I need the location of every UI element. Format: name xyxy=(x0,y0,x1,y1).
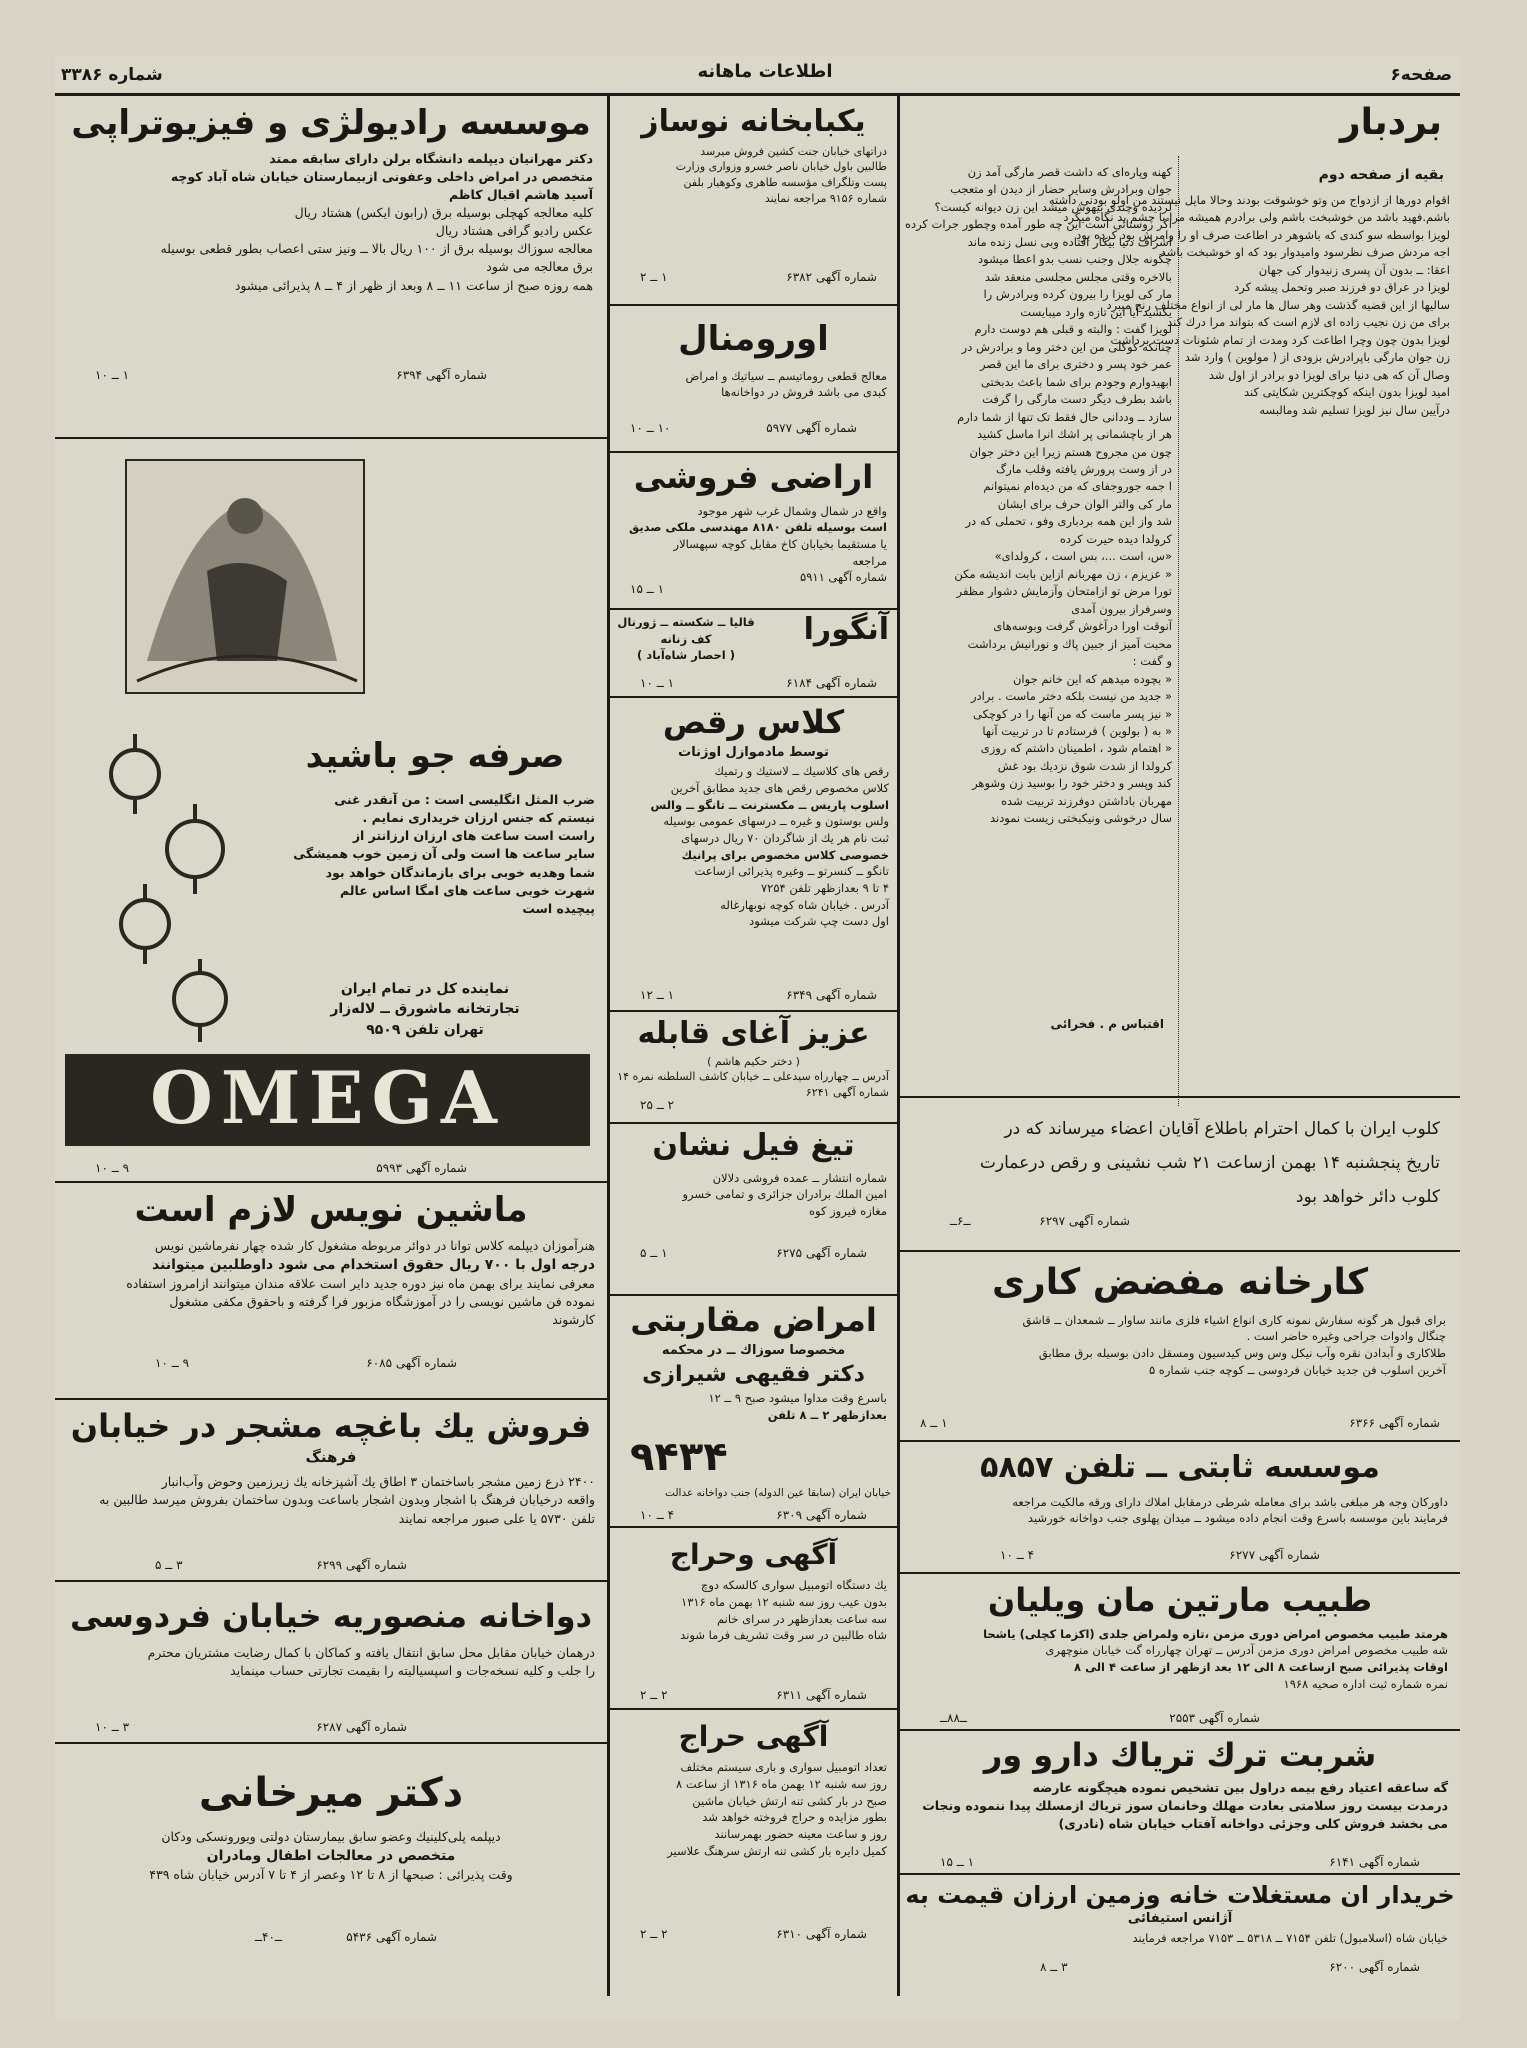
ad-omega-agent: تهران تلفن ۹۵۰۹ xyxy=(366,1021,484,1038)
ad-club-line: كلوب دائر خواهد بود xyxy=(1295,1187,1440,1207)
ad-mirkhani-line: وقت پذيرائى : صبحها از ۸ تا ۱۲ وعصر از ۴ تا ۷ آدرس خيابان شاه ۴۳۹ xyxy=(149,1867,513,1883)
ad-razor-line: شماره انتشار ــ عمده فروشى دلالان xyxy=(712,1170,887,1185)
ad-radiology-line: آسيد هاشم اقبال كاظم xyxy=(448,186,593,202)
serial-paragraph-line: باشد بطرف ديگر دست مارگى را گرفت xyxy=(982,392,1172,407)
ad-dance-line: ثبت نام هر يك از شاگردان ۷۰ ريال درسهاى xyxy=(681,830,889,845)
ad-run-count: ۹ ــ ۱۰ xyxy=(95,1161,130,1175)
ad-property-sub: آژانس استيفائى xyxy=(1127,1911,1233,1927)
ad-radiology-line: متخصص در امراض داخلى وعفونى ازبيمارستان خيابان شاه آباد كوچه xyxy=(170,168,593,184)
ad-martin-line: هرمتد طبيب مخصوص امراض دورى مزمن ،تازه ولمراض جلدى (اكزما كچلى) ياشحا xyxy=(983,1626,1448,1641)
ad-pharmacy-title: دواخانه منصوريه خيابان فردوسى xyxy=(69,1597,592,1635)
ad-radiology xyxy=(55,96,607,396)
ad-opium-title: شربت ترك ترياك دارو ور xyxy=(983,1736,1377,1774)
ad-silver-line: چنگال وادوات جراحى وغيره حاضر است . xyxy=(1246,1329,1446,1344)
ad-dance-line: خصوصى كلاس مخصوص براى پرانيك xyxy=(681,847,889,862)
ad-radiology-line: عكس راديو گرافى هشتاد ريال xyxy=(435,223,593,239)
serial-paragraph-line: باشم.فهيد باشد من خوشبخت باشم ولى برادرم هميشه مرا با چشم بد نگاه ميكرد xyxy=(1063,210,1450,225)
ad-omega-agent: نماينده كل در تمام ايران xyxy=(340,981,510,997)
newspaper-page xyxy=(55,55,1460,2020)
ad-angora-line: قاليا ــ شكسته ــ ژورنال xyxy=(617,615,755,629)
ad-midwife-title: عزيز آغاى قابله xyxy=(637,1016,870,1051)
serial-paragraph-line: « نيز پسر ماست كه من آنها را در كوچكى xyxy=(973,706,1172,721)
ad-dance-line: آدرس . خيابان شاه كوچه نوبهارغاله xyxy=(720,897,889,912)
ad-run-count: ۴ ــ ۱۰ xyxy=(640,1508,675,1522)
serial-paragraph-line: و گفت : xyxy=(1132,654,1172,669)
ad-reg-number: شماره آگهی ۶۳۹۴ xyxy=(396,368,487,382)
ad-house-title: يكبابخانه نوساز xyxy=(641,104,866,139)
serial-continued-heading: بقيه از صفحه دوم xyxy=(1318,167,1444,183)
ad-auction2-line: روز و ساعت معينه حضور بهمرسانند xyxy=(714,1827,887,1842)
serial-title: بردبار xyxy=(1339,102,1442,143)
serial-paragraph-line: لويزا بواسطه سو كندى كه باشوهر در اطاعت صرف او را وامرش بود كرده بود xyxy=(1076,227,1450,242)
omega-logo: OMEGA xyxy=(150,1055,505,1140)
ad-omega-agent: تجارتخانه ماشورق ــ لالەزار xyxy=(330,1001,520,1018)
ad-silver-title: كارخانه مفضض كارى xyxy=(991,1262,1368,1303)
omega-banner xyxy=(65,1054,590,1146)
ad-reg-number: شماره آگهی ۶۲۷۵ xyxy=(776,1246,867,1260)
serial-paragraph-line: مار كى لويزا را بيرون كرده وبرادرش را xyxy=(983,287,1172,302)
ad-run-count: ۱ ــ ۱۵ xyxy=(630,582,665,596)
ad-pharmacy xyxy=(55,1582,607,1742)
ad-auction2-line: روز سه شنبه ۱۲ بهمن ماه ۱۳۱۶ از ساعت ۸ xyxy=(675,1777,887,1792)
ad-midwife-line: شماره آگهی ۶۲۴۱ xyxy=(805,1086,889,1100)
ad-run-count: ۱ ــ ۵ xyxy=(640,1246,668,1260)
ad-radiology-title: موسسه راديولژى و فيزيوتراپى xyxy=(71,103,591,143)
ad-land xyxy=(610,453,897,608)
ad-mirkhani-line: ديپلمه پلى‌كلينيك وعضو سابق بيمارستان دولتى ويورونسكى ودكان xyxy=(161,1829,501,1844)
ad-land-line: است بوسيله تلفن ۸۱۸۰ مهندسى ملكى صديق xyxy=(629,520,887,535)
ad-club-line: تاريخ پنجشنبه ۱۴ بهمن ازساعت ۲۱ شب نشينى و رقص درعمارت xyxy=(979,1153,1440,1173)
ad-run-count: ۱ ــ ۱۲ xyxy=(640,988,675,1002)
right-column xyxy=(900,96,1460,1976)
ad-run-count: ــ۸۸ــ xyxy=(940,1711,967,1725)
serial-credit: اقتباس م . فخرائى xyxy=(1050,1017,1164,1031)
ad-omega-line: ضرب المثل انگليسى است : من آنقدر غنى xyxy=(334,792,595,807)
ad-omega-line: پيچيده است xyxy=(522,900,595,916)
serial-story xyxy=(900,96,1460,1096)
ad-reg-number: شماره آگهی ۶۲۰۰ xyxy=(1329,1960,1420,1974)
ad-mirkhani-title: دكتر ميرخانى xyxy=(198,1770,464,1816)
serial-paragraph-line: « عزيزم ، زن مهربانم ازاين بابت انديشه مكن xyxy=(954,566,1172,581)
ad-house-line: دراتهاى خيابان جنت كشين فروش ميرسد xyxy=(700,144,887,158)
ad-house-line: طالبين باول خيابان ناصر خسرو وزوارى وزارت xyxy=(675,160,887,174)
serial-paragraph-line: چگونه جلال وجنب نسب بدو اعطا ميشود xyxy=(978,252,1172,267)
serial-paragraph-line: لرديده وچندی بيهوش ميشد اين زن ديوانه كيست؟ xyxy=(934,199,1172,214)
ad-run-count: ۲ ــ ۲ xyxy=(640,1688,668,1702)
ad-pharmacy-line: را جلب و كليه نسخه‌جات و اسپسياليته را بقيمت تجارتى حساب مينمايد xyxy=(230,1662,595,1678)
ad-reg-number: شماره آگهی ۵۹۹۳ xyxy=(376,1161,467,1175)
ad-run-count: ۱ ــ ۱۰ xyxy=(640,676,675,690)
serial-paragraph-line: ابهيدوارم وجودم برای شما باعث بدبختی xyxy=(980,374,1172,389)
serial-paragraph-line: مار كى والتر الوان حرف برای ايشان xyxy=(997,496,1172,511)
serial-paragraph-line: اشراف دنيا بيكار افتاده وبى نسل زنده ماند xyxy=(967,234,1172,249)
ad-reg-number: شماره آگهی ۵۹۷۷ xyxy=(766,421,857,435)
ad-radiology-line: برق معالجه مى شود xyxy=(486,259,593,275)
ad-reg-number: شماره آگهی ۶۳۶۶ xyxy=(1349,1416,1440,1430)
ad-typist-line: كارشوند xyxy=(552,1312,595,1328)
ad-venereal-title: امراض مقاربتى xyxy=(630,1301,877,1339)
ad-midwife-line: ( دختر حكيم هاشم ) xyxy=(707,1054,800,1068)
ad-auction1-line: بدون عيب روز سه شنبه ۱۲ بهمن ماه ۱۳۱۶ xyxy=(681,1595,887,1610)
serial-paragraph-line: كند وپسر و دختر خود را بوسيد زن وشوهر xyxy=(972,776,1172,791)
ad-property-buyers xyxy=(900,1875,1460,1980)
ad-reg-number: شماره آگهی ۶۰۸۵ xyxy=(366,1356,457,1370)
ad-typist-title: ماشين نويس لازم است xyxy=(134,1190,528,1230)
ad-reg-number: شماره آگهی ۶۳۴۹ xyxy=(786,988,877,1002)
ad-auction2-title: آگهى حراج xyxy=(678,1720,829,1753)
ad-run-count: ــ۴۰ــ xyxy=(255,1930,282,1944)
ad-midwife-line: آدرس ــ چهارراه سيدعلى ــ خيابان كاشف السلطنه نمره ۱۴ xyxy=(617,1070,889,1084)
ad-venereal-sub: مخصوصا سوزاك ــ در محكمه xyxy=(661,1342,846,1358)
ad-silver-line: آخرين اسلوب فن جديد خيابان فردوسى ــ كوچه جنب شماره ۵ xyxy=(1148,1362,1446,1377)
ad-silver-plating xyxy=(900,1252,1460,1440)
serial-paragraph-line: « جديد من نيست بلكه دختر ماست . برادر xyxy=(970,689,1172,704)
ad-dance-line: ۴ تا ۹ بعدازظهر تلفن ۷۲۵۴ xyxy=(761,880,889,895)
serial-paragraph-line: اجه مردش صرف نظرسود وامیدوار بود كه او خوشبخت باشد xyxy=(1160,245,1450,260)
ad-venereal-line: باسرع وقت مداوا ميشود صبح ۹ ــ ۱۲ xyxy=(708,1391,887,1406)
ad-house-line: پست وتلگراف مؤسسه طاهرى وكوهيار بلفن xyxy=(683,176,887,190)
ad-garden-line: ۲۴۰۰ ذرع زمين مشجر باساختمان ۳ اطاق يك آشپزخانه يك زيرزمين وحوض وآب‌انبار xyxy=(161,1474,595,1490)
ad-club-line: كلوب ايران با كمال احترام باطلاع آقايان اعضاء ميرساند كه در xyxy=(1004,1119,1440,1139)
ad-venereal-phone: ۹۴۳۴ xyxy=(630,1434,728,1480)
watch-illustrations xyxy=(95,724,245,1054)
ad-auction1-line: يك دستگاه اتومبيل سوارى كالسكه دوچ xyxy=(700,1578,887,1593)
ad-run-count: ۱ ــ ۲ xyxy=(640,270,668,284)
ad-house-line: شماره ۹۱۵۶ مراجعه نمايند xyxy=(764,192,887,206)
ad-physician-martin xyxy=(900,1574,1460,1729)
serial-column-left xyxy=(906,164,1172,828)
serial-paragraph-line: آنوقت اورا درآغوش گرفت وبوسه‌هاى xyxy=(993,619,1172,634)
ad-opium-syrup xyxy=(900,1731,1460,1873)
ad-omega-title: صرفه جو باشيد xyxy=(305,736,565,776)
ad-venereal-address: خيابان ايران (سابقا عين الدوله) جنب دواخانه عدالت xyxy=(665,1487,891,1499)
ad-oromenal-line: معالج قطعى روماتيسم ــ سياتيك و امراض xyxy=(685,368,887,383)
ad-land-line: واقع در شمال وشمال غرب شهر موجود xyxy=(697,503,887,518)
serial-paragraph-line: ساليها از اين قضيه گذشت وهر سال ها مار لى از انواع مختلف رنج ميبرد xyxy=(1106,297,1450,312)
serial-paragraph-line: اميد لويزا بدون اينكه كوچكترين شكايتى كند xyxy=(1244,385,1450,400)
serial-paragraph-line: براى من زن نجيب زاده اى لازم است كه بتواند مرا درك كند xyxy=(1167,315,1450,330)
ad-oromenal-line: كبدى مى باشد فروش در دواخانه‌ها xyxy=(721,385,887,400)
ad-midwife xyxy=(610,1012,897,1122)
ad-garden-sub: فرهنگ xyxy=(305,1447,357,1466)
ad-dance-class xyxy=(610,698,897,1010)
ad-martin-line: شه طبيب مخصوص امراض دورى مزمن آدرس ــ تهران چهارراه گت خيابان منوچهرى xyxy=(1045,1643,1448,1658)
ad-reg-number: شماره آگهی ۶۳۱۰ xyxy=(776,1927,867,1941)
serial-paragraph-line: وسرفراز بيرون آمدی xyxy=(1071,601,1172,616)
ad-sabeti-line: فرمايند باين موسسه باسرع وقت انجام داده ميشود ــ ميدان پهلوى جنب دواخانه خورشيد xyxy=(1027,1511,1448,1526)
ad-house xyxy=(610,96,897,304)
ad-sabeti xyxy=(900,1442,1460,1572)
ad-radiology-line: معالجه سوزاك بوسيله برق از ۱۰۰ ريال بالا ــ ونيز ستى اعصاب بطور قطعى بوسيله xyxy=(160,241,593,257)
ad-property-line: خيابان شاه (اسلامبول) تلفن ۷۱۵۴ ــ ۵۳۱۸ ــ ۷۱۵۳ مراجعه فرمايند xyxy=(1132,1930,1448,1945)
ad-auction-car xyxy=(610,1528,897,1708)
ad-dance-line: كلاس مخصوص رقص هاى جديد مطابق آخرين xyxy=(670,780,889,795)
ad-land-line: شماره آگهی ۵۹۱۱ xyxy=(800,570,887,585)
ad-property-title: خريدار ان مستغلات خانه وزمين ارزان قيمت به xyxy=(905,1881,1455,1909)
ad-omega xyxy=(55,439,607,1181)
ad-pharmacy-line: درهمان خيابان مقابل محل سابق انتقال يافته و كماكان با كمال رضايت مشتريان محترم xyxy=(147,1644,595,1660)
middle-column xyxy=(610,96,897,1976)
ad-angora-line: ( احصار شاه‌آباد ) xyxy=(637,648,735,663)
ad-typist-line: نموده فن ماشين نويسى را در آموزشگاه مزبور فرا گرفته و باحقوق مكفى مشغول xyxy=(169,1294,595,1310)
ad-typist xyxy=(55,1183,607,1378)
serial-paragraph-line: كرولدا ديده حيرت كرده xyxy=(1059,531,1172,546)
illustration-figure xyxy=(125,459,365,694)
ad-reg-number: شماره آگهی ۲۵۵۳ xyxy=(1169,1711,1260,1725)
ad-omega-line: ساير ساعت ها است ولى آن زمين خوب هميشگى xyxy=(293,846,595,862)
ad-opium-line: مى بخشد فروش كلى وجزئى دواخانه آفتاب خيابان شاه (نادرى) xyxy=(1058,1815,1448,1831)
ad-run-count: ۲ ــ ۲۵ xyxy=(640,1098,675,1112)
ad-typist-line: معرفى نمايند براى بهمن ماه نيز دوره جديد داير است علاقه مندان ميتوانند ازامروز استفاده xyxy=(126,1276,595,1292)
ad-omega-line: شهرت خوبى ساعت هاى امگا اساس عالم xyxy=(340,882,595,898)
ad-mirkhani xyxy=(55,1744,607,1974)
serial-paragraph-line: وصال آن كه هى دنيا برای لويزا دو برادر از اول شد xyxy=(1208,367,1450,382)
ad-reg-number: شماره آگهی ۶۱۸۴ xyxy=(786,676,877,690)
serial-paragraph-line: كهنه وپاره‌اى كه داشت قصر مارگى آمد زن xyxy=(967,165,1172,179)
watches-drawing xyxy=(95,724,245,1054)
serial-paragraph-line: لويزا گفت : والبته و قبلى هم دوست دارم xyxy=(974,322,1172,337)
ad-angora-line: كف زنانه xyxy=(660,631,712,646)
serial-paragraph-line: در از وست پرورش يافته وقلب مارگ xyxy=(995,461,1172,476)
ad-run-count: ۹ ــ ۱۰ xyxy=(155,1356,190,1370)
ad-razor-line: امين الملك برادران جزائرى و تمامى خسرو xyxy=(682,1187,887,1202)
ad-reg-number: شماره آگهی ۶۲۷۷ xyxy=(1229,1548,1320,1562)
ad-auction2-line: تعداد اتومبيل سوارى و بارى سيستم مختلف xyxy=(680,1760,887,1775)
figure-drawing xyxy=(127,461,363,692)
ad-garden-title: فروش يك باغچه مشجر در خيابان xyxy=(70,1407,592,1445)
ad-run-count: ۱ ــ ۸ xyxy=(920,1416,948,1430)
ad-omega-line: راست است ساعت هاى ارزان ارزانتر از xyxy=(352,828,595,844)
serial-paragraph-line: « اهتمام شود ، اطمينان داشتم كه روزى xyxy=(980,741,1172,756)
masthead-title: اطلاعات ماهانه xyxy=(697,61,833,82)
serial-paragraph-line: ا جمه جوروجفای كه من ديده‌ام نمیتوانم xyxy=(983,479,1172,494)
ad-dance-line: تانگو ــ كنسرتو ــ وغيره پذيرائى ازساعت xyxy=(694,864,889,879)
serial-paragraph-line: كرولدا از شدت شوق نزديك بود غش xyxy=(997,758,1172,773)
serial-paragraph-line: مهربان باداشتن دوفرزند تربيت شده xyxy=(1001,793,1172,808)
ad-garden-line: تلفن ۵۷۳۰ يا على صبور مراجعه نمايند xyxy=(398,1510,595,1526)
ad-omega-line: شما وهديه خوبى براى بازماندگان خواهد بود xyxy=(325,864,595,880)
ad-martin-line: نمره شماره ثبت اداره صحيه ۱۹۶۸ xyxy=(1283,1676,1448,1691)
serial-paragraph-line: شد واز اين همه بردباری وفو ، تحملی كه در xyxy=(965,514,1172,529)
ad-auction1-line: شاه طالبين در سر وقت تشريف فرما شوند xyxy=(680,1628,887,1643)
ad-sabeti-line: داوركان وجه هر مبلغى باشد براى معامله شرطى درمقابل املاك داراى ورقه مالكيت مراجعه xyxy=(1012,1494,1448,1509)
ad-martin-line: اوقات پذيرائى صبح ازساعت ۸ الى ۱۲ بعد ازظهر از ساعت ۴ الى ۸ xyxy=(1074,1659,1448,1674)
ad-land-line: مراجعه xyxy=(852,553,887,568)
serial-paragraph-line: چون من مجروح هستم زيرا اين دختر جوان xyxy=(969,444,1172,459)
ad-silver-line: براى قبول هر گونه سفارش نمونه كارى انواع اشياء فلزى مانند ساوار ــ شمعدان ــ قاشق xyxy=(1022,1312,1446,1327)
ad-mirkhani-line: متخصص در معالجات اطفال ومادران xyxy=(206,1848,456,1865)
issue-number: شماره ۳۳۸۶ xyxy=(61,65,163,85)
serial-paragraph-line: زن جوان مارگى باپرادرش بزودى از ( مولوين ) وارد شد xyxy=(1184,350,1450,365)
ad-reg-number: شماره آگهی ۶۳۰۹ xyxy=(776,1508,867,1522)
serial-paragraph-line: « به ( بولوين ) فرستادم تا در تربيت آنها xyxy=(982,724,1172,738)
ad-dance-sub: توسط مادموازل اوژنات xyxy=(678,744,829,760)
serial-paragraph-line: « بچوده ميدهم كه اين خانم جوان xyxy=(1012,671,1172,686)
ad-run-count: ۱۰ ــ ۱۰ xyxy=(630,421,671,435)
ad-opium-line: درمدت بيست روز سلامتى بعادت مهلك وخانمان سوز ترياك ازمسلك پيدا ننموده ونجات xyxy=(922,1797,1448,1813)
ad-omega-line: نيستم كه جنس ارزان خريدارى نمايم . xyxy=(362,810,595,826)
ad-razor xyxy=(610,1124,897,1294)
ad-run-count: ۳ ــ ۸ xyxy=(1040,1960,1068,1974)
ad-typist-line: هنرآموزان ديپلمه كلاس توانا در دوائر مربوطه مشغول كار شده چهار نفرماشين نويس xyxy=(154,1237,595,1253)
ad-run-count: ــ۶ــ xyxy=(950,1214,971,1228)
ad-venereal-doctor: دكتر فقيهى شيرازى xyxy=(642,1362,865,1388)
serial-paragraph-line: سازد ــ وددانى حال فقط تک تنها از شما دارم xyxy=(957,409,1172,424)
page-number-label: صفحه۶ xyxy=(1390,65,1452,85)
ad-run-count: ۳ ــ ۱۰ xyxy=(95,1720,130,1734)
ad-razor-line: مغازه فيروز كوه xyxy=(809,1203,887,1218)
ad-radiology-line: همه روزه صبح از ساعت ۱۱ ــ ۸ وبعد از ظهر از ۴ ــ ۸ پذيرائى ميشود xyxy=(234,277,593,293)
ad-angora-title: آنگورا xyxy=(803,612,889,647)
serial-paragraph-line: اگر روستائى است اين چه طور آمده وچطور جرات كرده xyxy=(904,217,1172,232)
ad-auction1-line: سه ساعت بعدازظهر در سرای خانم xyxy=(716,1611,887,1626)
ad-reg-number: شماره آگهی ۶۲۹۹ xyxy=(316,1558,407,1572)
ad-dance-line: اسلوب پاريس ــ مكسترنت ــ تانگو ــ والس xyxy=(650,797,889,812)
ad-club xyxy=(900,1098,1460,1250)
serial-paragraph-line: بالاخره وقتى مجلس مجلسى منعقد شد xyxy=(984,269,1172,284)
ad-auction-vehicles xyxy=(610,1710,897,1965)
ad-razor-title: تيغ فيل نشان xyxy=(652,1128,855,1163)
serial-paragraph-line: محبت آميز از جبين پاك و نورانيش برداشت xyxy=(967,636,1172,651)
ad-reg-number: شماره آگهی ۶۳۸۲ xyxy=(786,270,877,284)
ad-opium-line: گه ساعقه اعتياد رفع بيمه دراول بين تشخيص نموده هيچگونه عارضه xyxy=(1032,1779,1448,1795)
ad-garden-line: واقعه درخيابان فرهنگ با اشجار وبدون اشجار باساعت وبدون ساختمان بفروش ميرسد طالبين به xyxy=(99,1492,595,1508)
ad-venereal-line: بعدازظهر ۲ ــ ۸ تلفن xyxy=(767,1408,887,1422)
ad-reg-number: شماره آگهی ۶۳۱۱ xyxy=(776,1688,867,1702)
ad-radiology-line: كليه معالجه كهچلى بوسيله برق (رابون ايكس) هشتاد ريال xyxy=(294,205,593,221)
ad-run-count: ۲ ــ ۲ xyxy=(640,1927,668,1941)
serial-paragraph-line: اقوام دورها از ازدواج من وتو خوشوقت بودند وحالا مايل نيستند من اولو بودنى داشته xyxy=(1048,193,1450,207)
serial-paragraph-line: تورا مرض تو ازامتحان وآزمايش دشوار مظفر xyxy=(956,584,1172,599)
ad-oromenal xyxy=(610,306,897,451)
ad-reg-number: شماره آگهی ۶۲۸۷ xyxy=(316,1720,407,1734)
serial-paragraph-line: درآیين سال نيز لويزا تسليم شد ومالبسه xyxy=(1259,402,1450,417)
ad-dance-line: رقص هاى كلاسيك ــ لاستيك و رتميك xyxy=(714,764,889,779)
serial-paragraph-line: يكشيد آيا اين تازه وارد ميبايست xyxy=(1020,304,1172,319)
serial-paragraph-line: جوان وبرادرش وساير حضار از ديدن او متعجب xyxy=(950,182,1172,197)
ad-venereal xyxy=(610,1296,897,1526)
ad-garden xyxy=(55,1400,607,1580)
ad-reg-number: شماره آگهی ۵۴۳۶ xyxy=(346,1930,437,1944)
serial-paragraph-line: سال درخوشى ونيكبختى زيست نمودند xyxy=(989,811,1172,826)
ad-sabeti-title: موسسه ثابتى ــ تلفن ۵۸۵۷ xyxy=(980,1450,1380,1485)
serial-paragraph-line: اعقا: ــ بدون آن پسرى زنيدوار كى جهان xyxy=(1258,262,1450,277)
ad-run-count: ۳ ــ ۵ xyxy=(155,1558,183,1572)
ad-auction1-title: آگهى وحراج xyxy=(669,1538,838,1571)
ad-angora xyxy=(610,610,897,696)
ad-reg-number: شماره آگهی ۶۲۹۷ xyxy=(1039,1214,1130,1228)
serial-paragraph-line: «س، است ...، بس است ، كرولداى» xyxy=(994,549,1172,564)
ad-dance-title: كلاس رقص xyxy=(662,703,845,741)
serial-paragraph-line: لويزا بدون چون وچرا اطاعت كرد ومدت از تمام شئونات دست برداشت xyxy=(1110,332,1450,347)
ad-run-count: ۱ ــ ۱۰ xyxy=(95,368,130,382)
ad-typist-line: درجه اول با ۷۰۰ ريال حقوق استخدام مى شود داوطلبين ميتوانند xyxy=(152,1256,595,1273)
ad-reg-number: شماره آگهی ۶۱۴۱ xyxy=(1329,1855,1420,1869)
serial-paragraph-line: عمر خود پسر و دختری برای ما اين قصر xyxy=(979,357,1172,372)
ad-land-line: يا مستقيما بخيابان كاخ مقابل كوچه سپهسالار xyxy=(673,536,887,551)
ad-dance-line: اول دست چپ شركت ميشود xyxy=(749,914,889,929)
ad-auction2-line: بطور مزايده و حراج فروخته خواهد شد xyxy=(702,1810,887,1825)
ad-silver-line: طلاكارى و آبدادن نقره وآب نيكل وس وس كيدسيون ومسقل دادن بوسيله برق مطابق xyxy=(1038,1346,1446,1361)
ad-dance-line: ولس بوستون و غيره ــ درسهاى عمومى بوسيله xyxy=(663,814,889,829)
ad-land-title: اراضى فروشى xyxy=(633,458,874,496)
ad-run-count: ۱ ــ ۱۵ xyxy=(940,1855,975,1869)
serial-paragraph-line: چنانكه كوكلى من اين دختر وما و برادرش در xyxy=(961,339,1172,354)
ad-auction2-line: صبح در بار كشى تنه ارتش خيابان ماشين xyxy=(692,1793,887,1808)
ad-run-count: ۴ ــ ۱۰ xyxy=(1000,1548,1035,1562)
serial-paragraph-line: لويزا در عراق دو فرزند صبر وتحمل پيشه كرد xyxy=(1234,280,1450,295)
ad-martin-title: طبيب مارتين مان ويليان xyxy=(987,1581,1373,1619)
ad-radiology-line: دكتر مهرانيان ديپلمه دانشگاه برلن داراى سابقه ممتد xyxy=(269,150,593,166)
ad-oromenal-title: اورومنال xyxy=(678,319,829,359)
ad-auction2-line: كميل دايره بار كشى تنه ارتش سرهنگ علاسير xyxy=(667,1843,887,1858)
serial-paragraph-line: هر از باچشمانى پر اشك انرا ماسل کشيد xyxy=(976,427,1172,442)
